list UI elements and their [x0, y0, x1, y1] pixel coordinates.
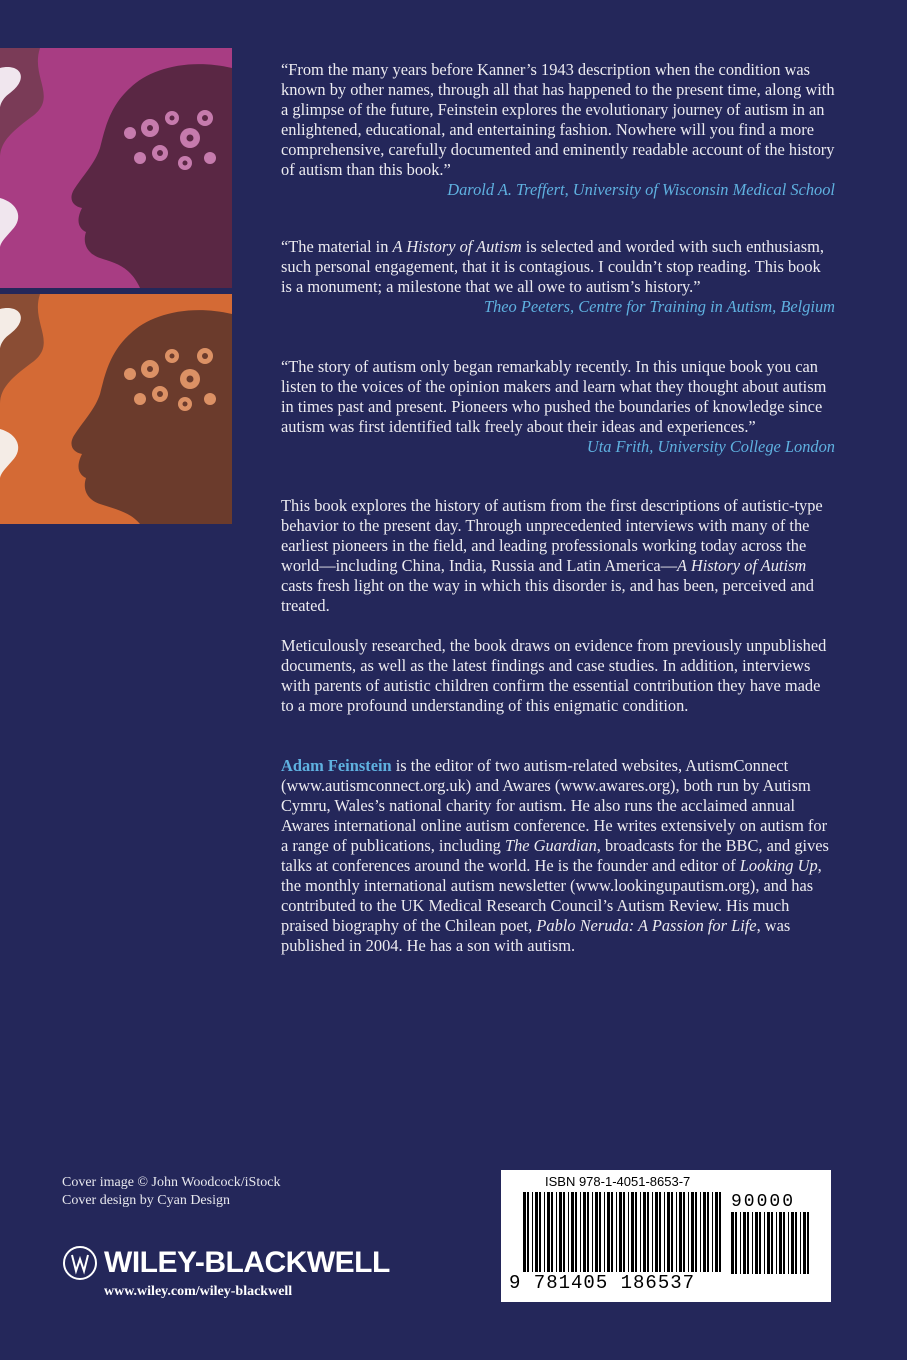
orange-head-illustration	[0, 294, 232, 524]
quote-attribution: Theo Peeters, Centre for Training in Autism, Belgium	[483, 297, 835, 316]
cover-design-credit: Cover design by Cyan Design	[62, 1193, 230, 1208]
cover-art-orange-head	[0, 294, 232, 524]
cover-credits	[62, 1174, 280, 1210]
description-paragraph-1: This book explores the history of autism from the first descriptions of autistic-type behavior to the present day. Through unprecedented interviews with many of the earliest pioneers in the field, and leading professionals working today across the world—including China, India, Russia and Latin America—A History of Autism casts fresh light on the way in which this disorder is, and has been, perceived and treated.	[281, 496, 823, 615]
quote-attribution: Uta Frith, University College London	[586, 437, 835, 456]
book-title: A History of Autism	[677, 556, 807, 575]
price-code: 90000	[731, 1192, 796, 1212]
cover-image-credit: Cover image © John Woodcock/iStock	[62, 1175, 281, 1190]
barcode-bars-icon	[523, 1192, 723, 1272]
quote-text: “The story of autism only began remarkably recently. In this unique book you can listen to the voices of the opinion makers and learn what they thought about autism in times past and present. Pioneers who pushed the boundaries of knowledge since autism was first identified talk freely about their ideas and experiences.”	[281, 357, 827, 436]
publisher-url: www.wiley.com/wiley-blackwell	[104, 1284, 293, 1299]
author-name: Adam Feinstein	[281, 756, 392, 775]
wiley-emblem-icon	[62, 1245, 98, 1281]
barcode	[501, 1170, 831, 1302]
book-title: A History of Autism	[392, 237, 522, 256]
quote-attribution: Darold A. Treffert, University of Wisconsin Medical School	[447, 180, 835, 199]
quote-peeters	[281, 237, 835, 317]
quote-text: “From the many years before Kanner’s 1943 description when the condition was known by other names, through all that has happened to the present time, along with a glimpse of the future, Feinstein explores the evolutionary journey of autism in an enlightened, educational, and entertaining fashion. Nowhere will you find a more comprehensive, carefully documented and eminently readable account of the history of autism than this book.”	[281, 60, 835, 179]
quote-text: “The material in A History of Autism is selected and worded with such enthusiasm, such personal engagement, that it is contagious. I couldn’t stop reading. This book is a monument; a milestone that we all owe to autism’s history.”	[281, 237, 824, 296]
publisher-name: WILEY-BLACKWELL	[104, 1246, 390, 1279]
author-bio: Adam Feinstein is the editor of two autism-related websites, AutismConnect (www.autismconnect.org.uk) and Awares (www.awares.org), both run by Autism Cymru, Wales’s national charity for autism. He also runs the acclaimed annual Awares international online autism conference. He writes extensively on autism for a range of publications, including The Guardian, broadcasts for the BBC, and gives talks at conferences around the world. He is the founder and editor of Looking Up, the monthly international autism newsletter (www.lookingupautism.org), and has contributed to the UK Medical Research Council’s Autism Review. His much praised biography of the Chilean poet, Pablo Neruda: A Passion for Life, was published in 2004. He has a son with autism.	[281, 756, 829, 955]
barcode-addon-bars-icon	[731, 1212, 811, 1274]
publisher-logo	[62, 1245, 390, 1281]
magenta-head-illustration	[0, 48, 232, 288]
description-paragraph-2: Meticulously researched, the book draws on evidence from previously unpublished documents, as well as the latest findings and case studies. In addition, interviews with parents of autistic children confirm the essential contribution they have made to a more profound understanding of this enigmatic condition.	[281, 636, 827, 715]
ean-number: 9 781405 186537	[509, 1272, 696, 1294]
isbn-label: ISBN 978-1-4051-8653-7	[545, 1174, 691, 1189]
quote-treffert	[281, 60, 835, 200]
cover-art-magenta-head	[0, 48, 232, 288]
quote-frith	[281, 357, 835, 457]
